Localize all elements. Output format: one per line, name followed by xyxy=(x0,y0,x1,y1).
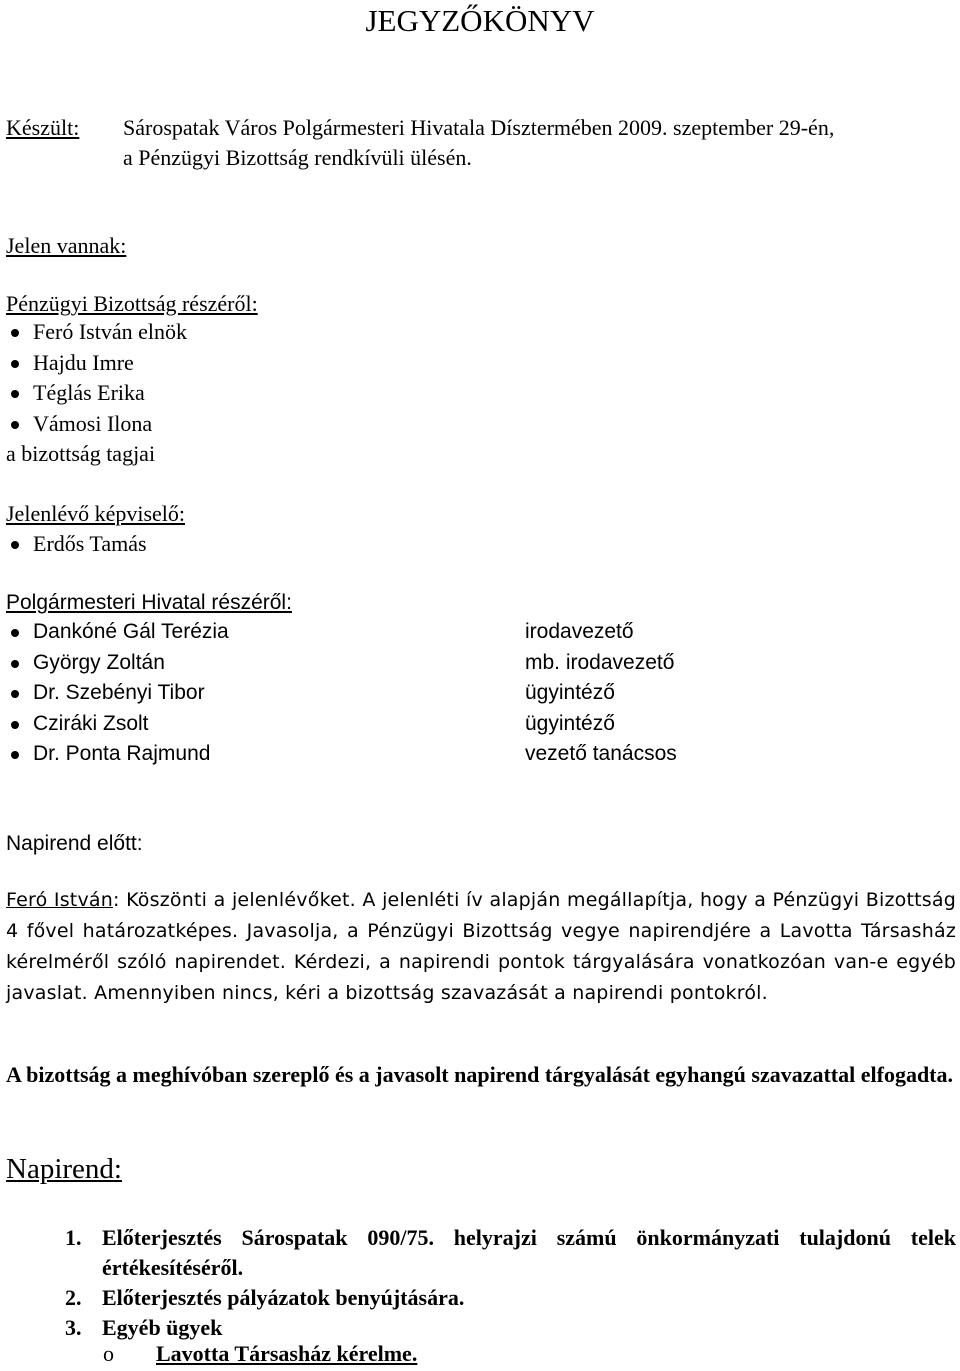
role-label: irodavezető xyxy=(525,620,634,643)
agenda-subitem-marker: o xyxy=(103,1341,114,1366)
list-item: Téglás Erika xyxy=(6,378,187,409)
agenda-subitem xyxy=(65,1339,960,1369)
agenda-item-number: 2. xyxy=(65,1285,82,1310)
list-item: Feró István elnök xyxy=(6,317,187,348)
jelen-vannak-heading: Jelen vannak: xyxy=(6,233,127,258)
hivatal-role-list xyxy=(525,617,677,770)
list-item: Vámosi Ilona xyxy=(6,409,187,440)
bizottsag-heading: Pénzügyi Bizottság részéről: xyxy=(6,291,258,316)
agenda-item-text: Egyéb ügyek xyxy=(102,1315,223,1340)
list-item: György Zoltán xyxy=(6,648,406,679)
list-item: Dr. Ponta Rajmund xyxy=(6,739,406,770)
bizottsag-footer: a bizottság tagjai xyxy=(6,441,156,466)
role-label: ügyintéző xyxy=(525,711,615,735)
list-item: Hajdu Imre xyxy=(6,348,187,379)
agenda-item-number: 3. xyxy=(65,1315,82,1340)
keszult-line-2: a Pénzügyi Bizottság rendkívüli ülésén. xyxy=(123,145,472,170)
agenda-list xyxy=(65,1223,956,1343)
napirend-elott-paragraph xyxy=(6,885,956,1009)
speaker-name: Feró István xyxy=(6,889,113,911)
list-item: Dr. Szebényi Tibor xyxy=(6,678,406,709)
napirend-elott-heading: Napirend előtt: xyxy=(6,832,143,855)
napirend-heading: Napirend: xyxy=(6,1153,122,1185)
keszult-line-1: Sárospatak Város Polgármesteri Hivatala Dísztermében 2009. szeptember 29-én, xyxy=(123,115,835,140)
kepviselo-list xyxy=(6,529,147,560)
role-label: ügyintéző xyxy=(525,681,615,704)
hivatal-name-list xyxy=(6,617,406,770)
hivatal-heading: Polgármesteri Hivatal részéről: xyxy=(6,591,292,614)
keszult-label: Készült: xyxy=(6,115,80,140)
speaker-text: : Köszönti a jelenlévőket. A jelenléti ív alapján megállapítja, hogy a Pénzügyi Bizottság 4 fővel határozatképes. Javasolja, a Pénzügyi Bizottság vegye napirendjére a Lavotta Társasház kérelméről szóló napirendet. Kérdezi, a napirendi pontok tárgyalására vonatkozóan van-e egyéb javaslat. Amennyiben nincs, kéri a bizottság szavazását a napirendi pontokról. xyxy=(6,889,956,1004)
agenda-item-number: 1. xyxy=(65,1225,82,1250)
kepviselo-heading: Jelenlévő képviselő: xyxy=(6,501,186,526)
agenda-item xyxy=(65,1283,956,1313)
agenda-item-text: Előterjesztés pályázatok benyújtására. xyxy=(102,1285,465,1310)
agenda-subitem-text: Lavotta Társasház kérelme. xyxy=(156,1341,418,1366)
document-title: JEGYZŐKÖNYV xyxy=(365,3,595,38)
decision-text: A bizottság a meghívóban szereplő és a javasolt napirend tárgyalását egyhangú szavazattal elfogadta. xyxy=(6,1062,953,1087)
list-item: Cziráki Zsolt xyxy=(6,709,406,740)
agenda-item xyxy=(65,1223,956,1283)
list-item: Erdős Tamás xyxy=(6,529,147,560)
list-item: Dankóné Gál Terézia xyxy=(6,617,406,648)
agenda-item-text: Előterjesztés Sárospatak 090/75. helyrajzi számú önkormányzati tulajdonú telek értékesítéséről. xyxy=(102,1225,956,1280)
bizottsag-member-list xyxy=(6,317,187,439)
role-label: mb. irodavezető xyxy=(525,650,675,674)
role-label: vezető tanácsos xyxy=(525,742,677,765)
